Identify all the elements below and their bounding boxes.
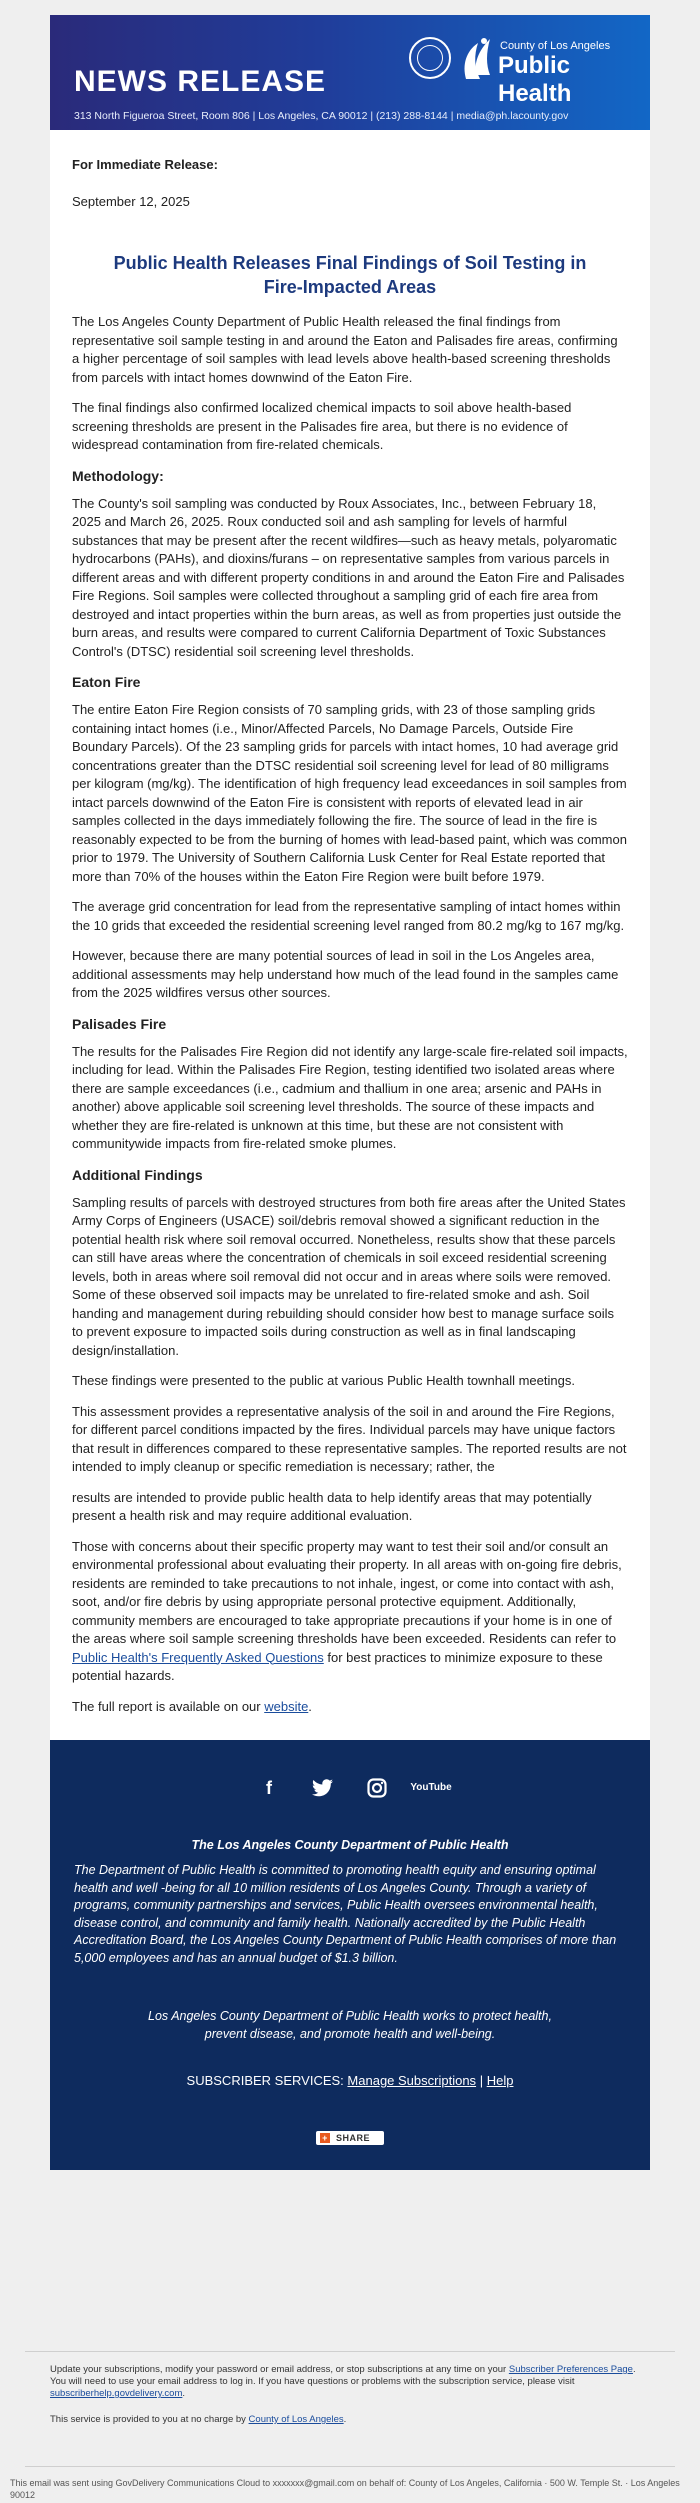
bottom-notice: [0, 2351, 700, 2501]
twitter-icon[interactable]: [311, 1776, 335, 1800]
mission-line-2: prevent disease, and promote health and well-being.: [204, 2027, 496, 2041]
share-container: [74, 2128, 626, 2146]
prefs-text-end: .: [182, 2388, 185, 2399]
mission-line-1: Los Angeles County Department of Public Health works to protect health,: [148, 2009, 552, 2023]
subscriber-preferences-link[interactable]: Subscriber Preferences Page: [508, 2364, 633, 2375]
report-text-end: .: [308, 1698, 312, 1714]
service-text: This service is provided to you at no charge by: [50, 2414, 249, 2425]
public-health-logo-icon: [460, 35, 494, 81]
website-link[interactable]: website: [264, 1698, 309, 1714]
help-link[interactable]: Help: [486, 2073, 514, 2088]
preferences-notice: [50, 2364, 650, 2400]
release-body: [50, 156, 650, 1740]
news-release-card: [50, 15, 650, 2170]
youtube-icon-top: You: [410, 1782, 429, 1793]
contact-info: 313 North Figueroa Street, Room 806 | Los Angeles, CA 90012 | (213) 288-8144 | media@ph.lacounty.gov: [74, 110, 569, 122]
additional-paragraph: Sampling results of parcels with destroyed structures from both fire areas after the United States Army Corps of Engineers (USACE) soil/debris removal showed a significant reduction in the potential health risk where soil removal occurred. Nonetheless, results show that these parcels can still have areas where the concentration of chemicals in soil exceed residential screening levels, both in areas where soil removal did not occur and in areas where soils were removed. Some of these observed soil impacts may be unrelated to fire-related smoke and ash. Soil handing and management during rebuilding should consider how best to manage surface soils to prevent exposure to impacted soils during construction as well as in final landscaping design/installation.: [72, 1194, 626, 1358]
additional-findings-heading: Additional Findings: [72, 1166, 203, 1183]
public-health-label: Public Health: [498, 52, 572, 107]
service-notice: [50, 2414, 650, 2426]
subscriber-services: [74, 2073, 626, 2088]
report-paragraph: [72, 1698, 628, 1741]
header-banner: [50, 15, 650, 130]
intro-paragraph: The final findings also confirmed localized chemical impacts to soil above health-based screening thresholds are present in the Palisades fire area, but there is no evidence of widespread contamination from fire-related chemicals.: [72, 400, 572, 452]
footer-panel: [50, 1740, 650, 2170]
additional-paragraph: results are intended to provide public health data to help identify areas that may potentially present a health risk and may require additional evaluation.: [72, 1489, 592, 1523]
eaton-fire-heading: Eaton Fire: [72, 674, 141, 690]
manage-subscriptions-link[interactable]: Manage Subscriptions: [347, 2073, 477, 2088]
concerns-paragraph: [72, 1538, 628, 1686]
social-links: [74, 1774, 626, 1802]
report-text: The full report is available on our: [72, 1698, 265, 1714]
release-date: September 12, 2025: [72, 193, 190, 209]
youtube-icon[interactable]: [410, 1776, 452, 1800]
county-link[interactable]: County of Los Angeles: [248, 2414, 344, 2425]
news-release-title: NEWS RELEASE: [74, 65, 327, 98]
share-plus-icon: +: [320, 2133, 330, 2143]
sent-info: This email was sent using GovDelivery Communications Cloud to xxxxxxx@gmail.com on behalf of: County of Los Angeles, California · 500 W. Temple St. · Los Angeles 90012: [10, 2478, 680, 2500]
eaton-paragraph: However, because there are many potential sources of lead in soil in the Los Angeles area, additional assessments may help understand how much of the lead found in the samples came from the 2025 wildfires versus other sources.: [72, 948, 619, 1000]
prefs-text: Update your subscriptions, modify your password or email address, or stop subscriptions at any time on your: [50, 2364, 509, 2375]
subscriber-help-link[interactable]: subscriberhelp.govdelivery.com: [50, 2388, 183, 2399]
service-text-end: .: [343, 2414, 347, 2425]
palisades-fire-heading: Palisades Fire: [72, 1015, 167, 1032]
county-label: County of Los Angeles: [500, 40, 611, 52]
dept-title: The Los Angeles County Department of Public Health: [191, 1838, 509, 1852]
prefs-text-mid: . You will need to use your email address to log in. If you have questions or problems with the subscription service, please visit: [50, 2364, 636, 2387]
separator: |: [479, 2073, 484, 2088]
instagram-icon[interactable]: [365, 1776, 389, 1800]
faq-link[interactable]: Public Health's Frequently Asked Questions: [72, 1649, 324, 1665]
eaton-paragraph: The entire Eaton Fire Region consists of 70 sampling grids, with 23 of those sampling grids containing intact homes (i.e., Minor/Affected Parcels, No Damage Parcels, Outside Fire Boundary Parcels). Of the 23 sampling grids for parcels with intact homes, 10 had average grid concentrations greater than the DTSC residential soil screening level for lead of 80 milligrams per kilogram (mg/kg). The identification of high frequency lead exceedances in soil samples from intact parcels downwind of the Eaton Fire is consistent with reports of elevated lead in air samples collected in the days immediately following the fire. The source of lead in the fire is reasonably expected to be from the burning of homes with lead-based paint, which was common prior to 1979. The University of Southern California Lusk Center for Real Estate reported that more than 70% of the houses within the Eaton Fire Region were built before 1979.: [72, 702, 627, 884]
mission-statement: [74, 2007, 626, 2043]
additional-paragraph: These findings were presented to the public at various Public Health townhall meetings.: [72, 1373, 575, 1388]
intro-paragraph: The Los Angeles County Department of Public Health released the final findings from representative soil sample testing in and around the Eaton and Palisades fire areas, confirming a higher percentage of soil samples with lead levels above health-based screening thresholds from parcels with intact homes downwind of the Eaton Fire.: [72, 314, 618, 385]
bottom-divider: [25, 2466, 675, 2467]
share-label: SHARE: [335, 2133, 370, 2143]
concerns-text: Those with concerns about their specific property may want to test their soil and/or consult an environmental professional about evaluating their property. In all areas with on-going fire debris, residents are reminded to take precautions to not inhale, ingest, or come into contact with ash, soot, and/or fire debris by using appropriate personal protective equipment. Additionally, community members are encouraged to take appropriate precautions if your home is in one of the areas where soil sample screening thresholds have been exceeded. Residents can refer to: [72, 1538, 622, 1646]
county-seal-icon: [409, 37, 451, 79]
methodology-heading: Methodology:: [72, 467, 164, 484]
share-button[interactable]: [316, 2131, 384, 2145]
youtube-icon-bottom: Tube: [428, 1782, 452, 1793]
release-label: For Immediate Release:: [72, 157, 218, 172]
additional-paragraph: This assessment provides a representative analysis of the soil in and around the Fire Regions, for different parcel conditions impacted by the fires. Individual parcels may have unique factors that result in differences compared to these representative samples. The reported results are not intended to imply cleanup or specific remediation is necessary; rather, the: [72, 1403, 627, 1474]
subscriber-label: SUBSCRIBER SERVICES:: [186, 2073, 344, 2088]
headline: Public Health Releases Final Findings of Soil Testing in Fire-Impacted Areas: [113, 253, 587, 297]
dept-description: The Department of Public Health is committed to promoting health equity and ensuring optimal health and well -being for all 10 million residents of Los Angeles County. Through a variety of programs, community partnerships and services, Public Health oversees environmental health, disease control, and community and family health. Nationally accredited by the Public Health Accreditation Board, the Los Angeles County Department of Public Health comprises of more than 5,000 employees and has an annual budget of $1.3 billion.: [74, 1863, 617, 1965]
palisades-paragraph: The results for the Palisades Fire Region did not identify any large-scale fire-related soil impacts, including for lead. Within the Palisades Fire Region, testing identified two isolated areas where there are sample exceedances (i.e., cadmium and thallium in one area; arsenic and PAHs in another) above applicable soil screening level thresholds. The source of these impacts and whether they are fire-related is unknown at this time, but these are not consistent with communitywide impacts from fire-related smoke plumes.: [72, 1043, 628, 1151]
facebook-icon[interactable]: f: [266, 1777, 272, 1798]
bottom-divider: [25, 2351, 675, 2352]
concerns-text-end: for best practices to minimize exposure to these potential hazards.: [72, 1649, 603, 1683]
eaton-paragraph: The average grid concentration for lead from the representative sampling of intact homes within the 10 grids that exceeded the residential screening level ranged from 80.2 mg/kg to 167 mg/kg.: [72, 899, 625, 933]
methodology-paragraph: The County's soil sampling was conducted by Roux Associates, Inc., between February 18, 2025 and March 26, 2025. Roux conducted soil and ash sampling for levels of harmful substances that may be present after the recent wildfires—such as heavy metals, polyaromatic hydrocarbons (PAHs), and dioxins/furans – on representative samples from various parcels in different areas and with different property conditions in and around the Eaton Fire and Palisades Fire Regions. Soil samples were collected throughout a sampling grid of each fire area from destroyed and intact properties within the burn areas, as well as from properties just outside the burn areas, and results were compared to current California Department of Toxic Substances Control's (DTSC) residential soil screening level thresholds.: [72, 495, 625, 659]
